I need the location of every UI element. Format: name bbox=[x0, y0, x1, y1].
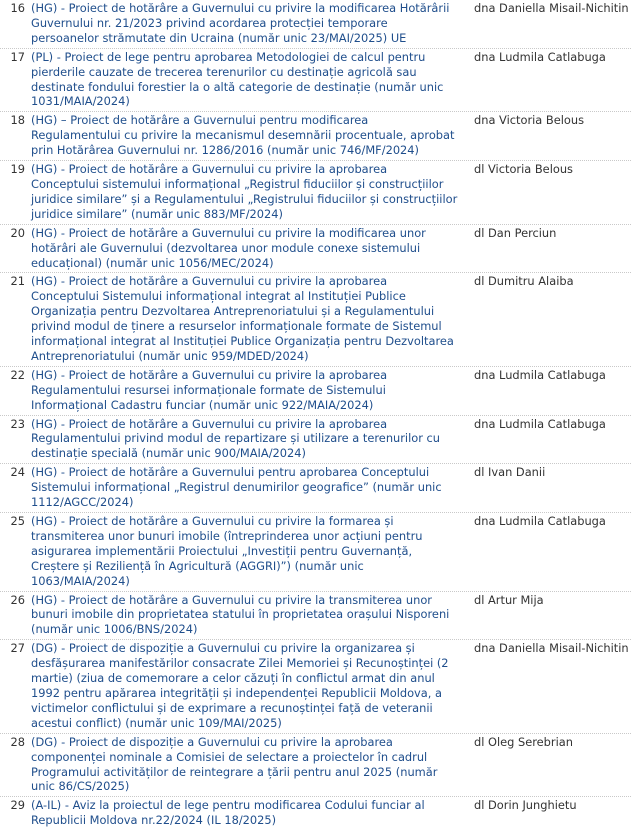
item-link[interactable]: (PL) - Proiect de lege pentru aprobarea Metodologiei de calcul pentru pierderile cauzate de trecerea terenurilor cu destinație agricolă sau destinate fondului forestier la o altă categorie de destinație (număr unic 1031/MAIA/2024) bbox=[31, 49, 444, 109]
item-number: 24 bbox=[10, 465, 25, 480]
table-row bbox=[0, 463, 631, 512]
table-row bbox=[0, 366, 631, 415]
item-responsible: dna Ludmila Catlabuga bbox=[474, 416, 606, 431]
table-row bbox=[0, 111, 631, 160]
table-row bbox=[0, 0, 631, 48]
item-responsible: dl Ivan Danii bbox=[474, 465, 546, 480]
table-row bbox=[0, 796, 631, 830]
item-responsible: dl Dan Perciun bbox=[474, 225, 557, 240]
item-number: 29 bbox=[10, 798, 25, 813]
item-responsible: dl Artur Mija bbox=[474, 592, 544, 607]
item-link[interactable]: (HG) – Proiect de hotărâre a Guvernului pentru modificarea Regulamentului cu privire la mecanismul desemnării procentuale, aprobat prin Hotărârea Guvernului nr. 1286/2016 (număr unic 746/MF/2024) bbox=[31, 113, 455, 158]
item-responsible: dl Dumitru Alaiba bbox=[474, 274, 574, 289]
table-row bbox=[0, 160, 631, 224]
table-row bbox=[0, 591, 631, 640]
item-number: 20 bbox=[10, 225, 25, 240]
item-link[interactable]: (HG) - Proiect de hotărâre a Guvernului cu privire la transmiterea unor bunuri imobile din proprietatea statului în proprietatea orașului Nisporeni (număr unic 1006/BNS/2024) bbox=[31, 592, 450, 637]
item-link[interactable]: (DG) - Proiect de dispoziție a Guvernului cu privire la aprobarea componenței nominale a Comisiei de selectare a proiectelor în cadrul Programului activităților de reintegrare a țării pentru anul 2025 (număr unic 86/CS/2025) bbox=[31, 734, 438, 794]
item-responsible: dna Daniella Misail-Nichitin bbox=[474, 1, 629, 15]
table-row bbox=[0, 415, 631, 464]
item-link[interactable]: (A-IL) - Aviz la proiectul de lege pentru modificarea Codului funciar al Republicii Moldova nr.22/2024 (IL 18/2025) bbox=[31, 798, 425, 828]
table-row bbox=[0, 224, 631, 273]
item-link[interactable]: (HG) - Proiect de hotărâre a Guvernului pentru aprobarea Conceptului Sistemului informațional „Registrul denumirilor geografice” (număr unic 1112/AGCC/2024) bbox=[31, 465, 442, 510]
table-row bbox=[0, 512, 631, 591]
item-link[interactable]: (HG) - Proiect de hotărâre a Guvernului cu privire la modificarea unor hotărâri ale Guvernului (dezvoltarea unor module conexe sistemului educațional) (număr unic 1056/MEC/2024) bbox=[31, 225, 426, 270]
item-responsible: dna Daniella Misail-Nichitin bbox=[474, 641, 629, 656]
item-link[interactable]: (HG) - Proiect de hotărâre a Guvernului cu privire la aprobarea Regulamentului privind modul de repartizare și utilizare a terenurilor cu destinație specială (număr unic 900/MAIA/2024) bbox=[31, 416, 441, 461]
item-number: 16 bbox=[10, 1, 25, 15]
item-responsible: dl Dorin Junghietu bbox=[474, 798, 577, 813]
item-link[interactable]: (HG) - Proiect de hotărâre a Guvernului cu privire la aprobarea Regulamentului resursei informaționale formate de Sistemului Informațional Cadastru funciar (număr unic 922/MAIA/2024) bbox=[31, 367, 388, 412]
item-number: 26 bbox=[10, 592, 25, 607]
item-link[interactable]: (HG) - Proiect de hotărâre a Guvernului cu privire la aprobarea Conceptului sistemului informațional „Registrul fiduciilor și construcțiilor juridice similare” și a Regulamentului „Registrului fiduciilor și construcțiilor juridice similare” (număr unic 883/MF/2024) bbox=[31, 162, 458, 221]
item-number: 27 bbox=[10, 641, 25, 656]
item-responsible: dna Ludmila Catlabuga bbox=[474, 367, 606, 382]
item-number: 28 bbox=[10, 734, 25, 749]
item-responsible: dl Victoria Belous bbox=[474, 162, 573, 177]
item-number: 17 bbox=[10, 49, 25, 64]
item-number: 21 bbox=[10, 274, 25, 289]
item-link[interactable]: (HG) - Proiect de hotărâre a Guvernului cu privire la formarea și transmiterea unor bunuri imobile (întreprinderea unor acțiuni pentru asigurarea implementării Proiectului „Investiții pentru Guvernanță, Creștere și Reziliență în Agricultură (AGGRI)”) (număr unic 1063/MAIA/2024) bbox=[31, 514, 423, 588]
item-responsible: dna Victoria Belous bbox=[474, 113, 585, 128]
item-responsible: dna Ludmila Catlabuga bbox=[474, 514, 606, 528]
table-row bbox=[0, 272, 631, 365]
item-responsible: dl Oleg Serebrian bbox=[474, 734, 573, 749]
item-number: 23 bbox=[10, 416, 25, 431]
item-number: 22 bbox=[10, 367, 25, 382]
item-link[interactable]: (HG) - Proiect de hotărâre a Guvernului cu privire la modificarea Hotărârii Guvernului nr. 21/2023 privind acordarea protecției temporare persoanelor strămutate din Ucraina (număr unic 23/MAI/2025) UE bbox=[31, 1, 450, 45]
table-row bbox=[0, 48, 631, 112]
item-link[interactable]: (HG) - Proiect de hotărâre a Guvernului cu privire la aprobarea Conceptului Sistemului informațional integrat al Instituției Publice Organizația pentru Dezvoltarea Antreprenoriatului și a Regulamentului privind modul de ținere a resurselor informaționale formate de Sistemul informațional integrat al Instituției Publice Organizația pentru Dezvoltarea Antreprenoriatului (număr unic 959/MDED/2024) bbox=[31, 274, 454, 363]
item-number: 19 bbox=[10, 162, 25, 177]
table-row bbox=[0, 733, 631, 797]
item-number: 25 bbox=[10, 514, 25, 528]
table-row bbox=[0, 639, 631, 732]
item-number: 18 bbox=[10, 113, 25, 128]
item-link[interactable]: (DG) - Proiect de dispoziție a Guvernului cu privire la organizarea și desfășurarea manifestărilor consacrate Zilei Memoriei și Recunoștinței (2 martie) (ziua de comemorare a celor căzuți în conflictul armat din anul 1992 pentru apărarea integrității și independenței Republicii Moldova, a victimelor conflictului și de exprimare a recunoștinței față de veteranii acestui conflict) (număr unic 109/MAI/2025) bbox=[31, 641, 449, 730]
item-responsible: dna Ludmila Catlabuga bbox=[474, 49, 606, 64]
